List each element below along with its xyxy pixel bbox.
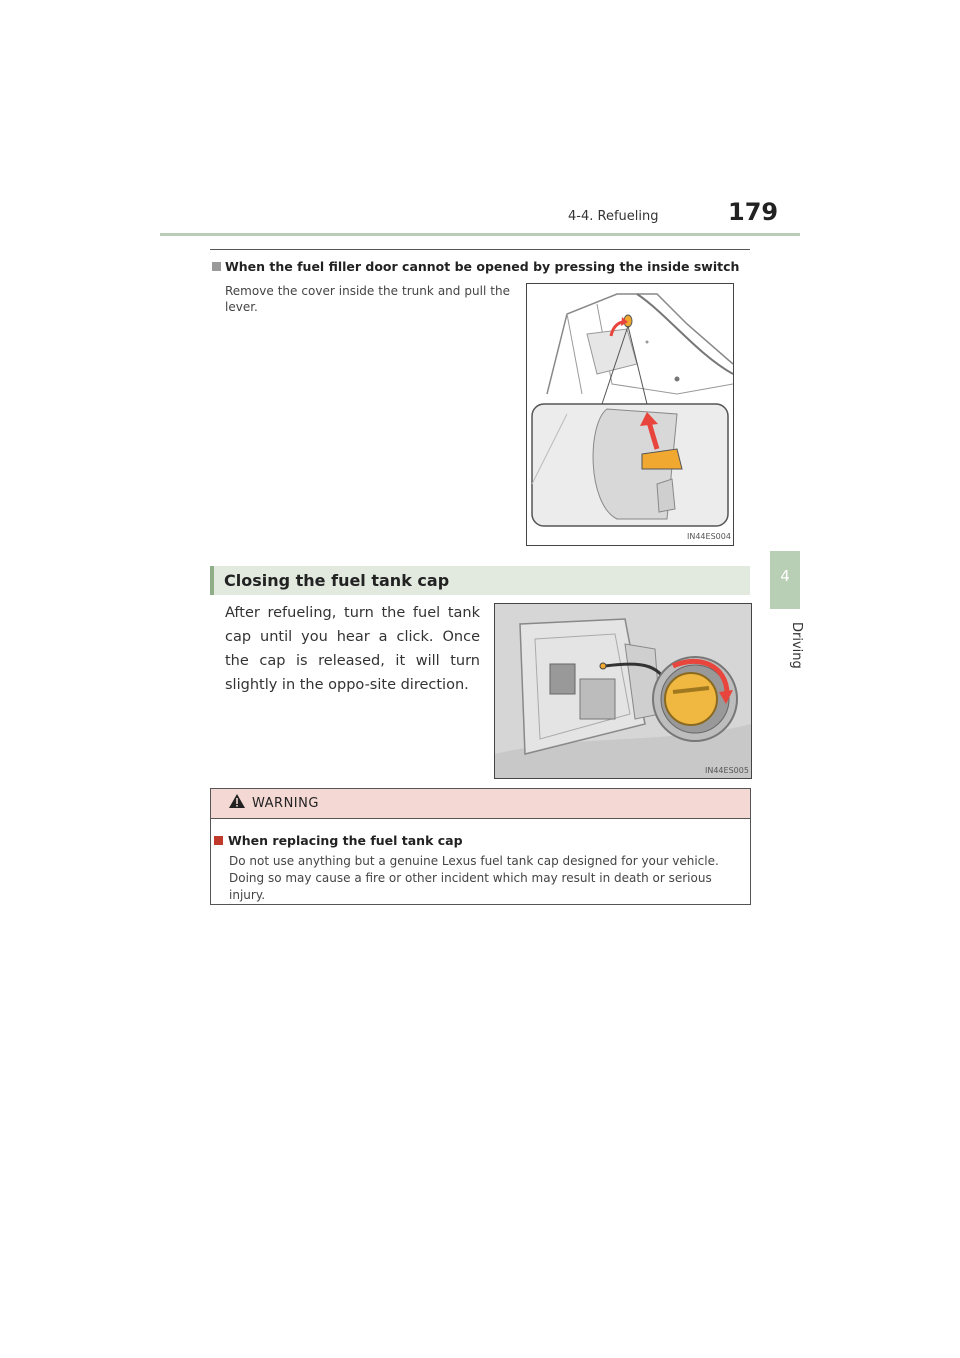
chapter-tab-label: Driving (789, 622, 804, 669)
subsection-body: Remove the cover inside the trunk and pull the lever. (225, 284, 510, 314)
warning-subheading (214, 833, 463, 848)
header-section-title: 4-4. Refueling (568, 209, 659, 224)
warning-triangle-icon (228, 793, 246, 809)
warning-title: WARNING (252, 796, 319, 811)
warning-subheading-text: When replacing the fuel tank cap (228, 833, 463, 848)
subsection-rule (210, 249, 750, 250)
figure-code-1: IN44ES004 (687, 532, 731, 541)
fuel-cap-figure (494, 603, 752, 779)
square-bullet-icon (212, 262, 221, 271)
fuel-cap-illustration (495, 604, 751, 778)
subsection-heading (212, 259, 739, 274)
header-rule (160, 233, 800, 236)
trunk-lever-illustration (527, 284, 733, 545)
section-body: After refueling, turn the fuel tank cap until you hear a click. Once the cap is released, it will turn slightly in the oppo-site direction. (225, 605, 480, 693)
figure-code-2: IN44ES005 (705, 766, 749, 775)
page-number: 179 (728, 198, 779, 226)
square-bullet-icon (214, 836, 223, 845)
section-title: Closing the fuel tank cap (224, 571, 450, 590)
trunk-lever-figure (526, 283, 734, 546)
section-header-accent (210, 566, 214, 595)
subsection-heading-text: When the fuel filler door cannot be opened by pressing the inside switch (225, 259, 740, 274)
chapter-tab-number: 4 (780, 567, 790, 585)
warning-body: Do not use anything but a genuine Lexus fuel tank cap designed for your vehicle. Doing so may cause a fire or other incident which may result in death or serious injury. (229, 854, 719, 902)
